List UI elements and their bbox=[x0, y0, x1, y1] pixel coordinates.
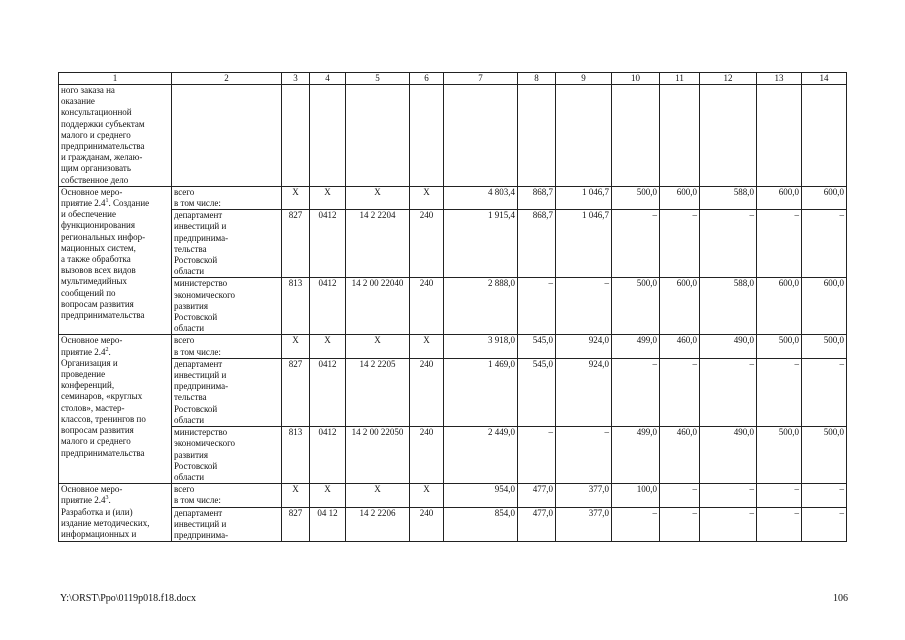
text-line: а также обработка bbox=[61, 254, 131, 265]
table-row bbox=[59, 507, 847, 542]
empty-cell bbox=[172, 85, 282, 187]
value-cell: Х bbox=[410, 484, 444, 507]
text-line: экономического bbox=[174, 438, 236, 449]
text-line: и обеспечение bbox=[61, 209, 116, 220]
value-cell: 1 046,7 bbox=[556, 186, 612, 209]
value-cell: 827 bbox=[282, 507, 310, 542]
value-cell: 500,0 bbox=[612, 186, 660, 209]
text-line: вызовов всех видов bbox=[61, 265, 136, 276]
empty-cell bbox=[757, 85, 802, 187]
value-cell: 240 bbox=[410, 427, 444, 484]
text-line: в том числе: bbox=[174, 495, 221, 506]
text-line: министерство bbox=[174, 427, 228, 438]
column-header: 3 bbox=[282, 73, 310, 85]
text-line: департамент bbox=[174, 210, 223, 221]
value-cell: – bbox=[757, 358, 802, 426]
text-line: классов, тренингов по bbox=[61, 413, 146, 424]
value-cell: – bbox=[757, 507, 802, 542]
value-cell: 954,0 bbox=[444, 484, 518, 507]
value-cell: – bbox=[802, 210, 847, 278]
activity-cell bbox=[59, 335, 172, 484]
value-cell: – bbox=[612, 210, 660, 278]
executor-name bbox=[174, 187, 279, 209]
text-line: экономического bbox=[174, 289, 236, 300]
value-cell: 0412 bbox=[310, 427, 346, 484]
text-line: министерство bbox=[174, 278, 228, 289]
table-row bbox=[59, 427, 847, 484]
executor-cell bbox=[172, 507, 282, 542]
executor-name bbox=[174, 210, 279, 277]
value-cell: Х bbox=[310, 484, 346, 507]
table-row bbox=[59, 335, 847, 358]
text-line: вопросам развития bbox=[61, 425, 134, 436]
value-cell: 827 bbox=[282, 210, 310, 278]
value-cell: 499,0 bbox=[612, 427, 660, 484]
text-line: и гражданам, желаю- bbox=[61, 152, 143, 163]
executor-cell bbox=[172, 427, 282, 484]
value-cell: Х bbox=[410, 186, 444, 209]
value-cell: 240 bbox=[410, 507, 444, 542]
value-cell: 588,0 bbox=[700, 186, 757, 209]
empty-cell bbox=[612, 85, 660, 187]
text-line: мационных систем, bbox=[61, 242, 136, 253]
value-cell: – bbox=[757, 210, 802, 278]
footer-page-number: 106 bbox=[833, 593, 848, 604]
value-cell: 827 bbox=[282, 358, 310, 426]
text-line: сообщений по bbox=[61, 287, 116, 298]
column-header: 2 bbox=[172, 73, 282, 85]
text-line: всего bbox=[174, 484, 195, 495]
text-line: Ростовской bbox=[174, 403, 218, 414]
text-line: предпринимательства bbox=[61, 141, 145, 152]
value-cell: 14 2 2205 bbox=[346, 358, 410, 426]
activity-description bbox=[61, 484, 169, 540]
empty-cell bbox=[802, 85, 847, 187]
superscript: 2 bbox=[105, 346, 109, 353]
text-line: департамент bbox=[174, 358, 223, 369]
empty-cell bbox=[410, 85, 444, 187]
value-cell: 240 bbox=[410, 210, 444, 278]
text-line: малого и среднего bbox=[61, 129, 131, 140]
value-cell: 600,0 bbox=[757, 278, 802, 335]
text-line: инвестиций и bbox=[174, 370, 227, 381]
text-line: проведение bbox=[61, 369, 106, 380]
executor-cell bbox=[172, 358, 282, 426]
empty-cell bbox=[556, 85, 612, 187]
executor-cell bbox=[172, 335, 282, 358]
value-cell: 14 2 2206 bbox=[346, 507, 410, 542]
value-cell: 500,0 bbox=[612, 278, 660, 335]
column-header: 7 bbox=[444, 73, 518, 85]
value-cell: 600,0 bbox=[660, 186, 700, 209]
table-row bbox=[59, 186, 847, 209]
text-line: приятие 2.4 bbox=[61, 495, 106, 506]
text-line: Разработка и (или) bbox=[61, 506, 133, 517]
value-cell: – bbox=[757, 484, 802, 507]
value-cell: 600,0 bbox=[802, 186, 847, 209]
column-header: 13 bbox=[757, 73, 802, 85]
value-cell: Х bbox=[410, 335, 444, 358]
value-cell: 868,7 bbox=[518, 210, 556, 278]
value-cell: Х bbox=[346, 484, 410, 507]
text-line: области bbox=[174, 323, 205, 334]
text-line: собственное дело bbox=[61, 174, 129, 185]
value-cell: 460,0 bbox=[660, 427, 700, 484]
activity-description bbox=[61, 187, 169, 321]
value-cell: 14 2 2204 bbox=[346, 210, 410, 278]
value-cell: 100,0 bbox=[612, 484, 660, 507]
empty-cell bbox=[444, 85, 518, 187]
text-line: региональных инфор- bbox=[61, 231, 146, 242]
value-cell: 1 469,0 bbox=[444, 358, 518, 426]
text-line: поддержки субъектам bbox=[61, 118, 145, 129]
value-cell: 600,0 bbox=[802, 278, 847, 335]
value-cell: 500,0 bbox=[757, 427, 802, 484]
text-line: информационных и bbox=[61, 528, 137, 539]
value-cell: 500,0 bbox=[802, 335, 847, 358]
text-line: всего bbox=[174, 335, 195, 346]
value-cell: 500,0 bbox=[757, 335, 802, 358]
value-cell: 868,7 bbox=[518, 186, 556, 209]
value-cell: – bbox=[700, 210, 757, 278]
value-cell: 600,0 bbox=[757, 186, 802, 209]
value-cell: 377,0 bbox=[556, 484, 612, 507]
text-line: вопросам развития bbox=[61, 298, 134, 309]
text-line: в том числе: bbox=[174, 346, 221, 357]
text-line: семинаров, «круглых bbox=[61, 391, 143, 402]
value-cell: – bbox=[556, 427, 612, 484]
value-cell: 460,0 bbox=[660, 335, 700, 358]
activity-description bbox=[61, 335, 169, 458]
executor-name bbox=[174, 335, 279, 357]
value-cell: 854,0 bbox=[444, 507, 518, 542]
value-cell: – bbox=[802, 507, 847, 542]
text-line: функционирования bbox=[61, 220, 135, 231]
empty-cell bbox=[346, 85, 410, 187]
table-row bbox=[59, 358, 847, 426]
superscript: 3 bbox=[105, 495, 109, 502]
text-line: Основное меро- bbox=[61, 484, 123, 495]
column-header: 6 bbox=[410, 73, 444, 85]
text-line: Ростовской bbox=[174, 255, 218, 266]
value-cell: 490,0 bbox=[700, 335, 757, 358]
text-line: Организация и bbox=[61, 357, 118, 368]
empty-cell bbox=[282, 85, 310, 187]
value-cell: – bbox=[518, 427, 556, 484]
value-cell: 240 bbox=[410, 358, 444, 426]
text-line: Основное меро- bbox=[61, 335, 123, 346]
value-cell: – bbox=[700, 358, 757, 426]
text-line: столов», мастер- bbox=[61, 402, 125, 413]
value-cell: 14 2 00 22050 bbox=[346, 427, 410, 484]
text-line: Ростовской bbox=[174, 460, 218, 471]
column-header: 10 bbox=[612, 73, 660, 85]
text-line: Основное меро- bbox=[61, 186, 123, 197]
text-line: всего bbox=[174, 186, 195, 197]
value-cell: – bbox=[518, 278, 556, 335]
table-row bbox=[59, 210, 847, 278]
value-cell: 0412 bbox=[310, 278, 346, 335]
value-cell: 924,0 bbox=[556, 335, 612, 358]
text-fragment: . bbox=[108, 495, 111, 506]
value-cell: 0412 bbox=[310, 358, 346, 426]
value-cell: 477,0 bbox=[518, 507, 556, 542]
executor-cell bbox=[172, 210, 282, 278]
value-cell: 14 2 00 22040 bbox=[346, 278, 410, 335]
value-cell: 588,0 bbox=[700, 278, 757, 335]
text-line: приятие 2.4 bbox=[61, 346, 106, 357]
value-cell: 545,0 bbox=[518, 358, 556, 426]
table-header-row bbox=[59, 73, 847, 85]
value-cell: 1 915,4 bbox=[444, 210, 518, 278]
value-cell: 813 bbox=[282, 427, 310, 484]
value-cell: 04 12 bbox=[310, 507, 346, 542]
executor-name bbox=[174, 508, 279, 542]
column-header: 8 bbox=[518, 73, 556, 85]
value-cell: 3 918,0 bbox=[444, 335, 518, 358]
value-cell: – bbox=[612, 358, 660, 426]
text-line: малого и среднего bbox=[61, 436, 131, 447]
superscript: 1 bbox=[105, 198, 109, 205]
value-cell: 2 888,0 bbox=[444, 278, 518, 335]
text-fragment: . Создание bbox=[108, 198, 150, 209]
text-line: щим организовать bbox=[61, 163, 131, 174]
value-cell: – bbox=[660, 358, 700, 426]
text-line: ного заказа на bbox=[61, 85, 115, 95]
value-cell: 0412 bbox=[310, 210, 346, 278]
empty-cell bbox=[518, 85, 556, 187]
text-line: оказание bbox=[61, 96, 95, 107]
column-header: 14 bbox=[802, 73, 847, 85]
table-row bbox=[59, 484, 847, 507]
value-cell: 1 046,7 bbox=[556, 210, 612, 278]
value-cell: 545,0 bbox=[518, 335, 556, 358]
text-line: департамент bbox=[174, 507, 223, 518]
empty-cell bbox=[700, 85, 757, 187]
text-line: тельства bbox=[174, 243, 207, 254]
value-cell: 499,0 bbox=[612, 335, 660, 358]
value-cell: 377,0 bbox=[556, 507, 612, 542]
text-fragment: . bbox=[108, 346, 111, 357]
text-line: области bbox=[174, 414, 205, 425]
value-cell: 477,0 bbox=[518, 484, 556, 507]
text-line: издание методических, bbox=[61, 517, 150, 528]
text-line: Ростовской bbox=[174, 312, 218, 323]
value-cell: – bbox=[612, 507, 660, 542]
value-cell: – bbox=[700, 507, 757, 542]
text-line: развития bbox=[174, 449, 209, 460]
footer-file-path: Y:\ORST\Ppo\0119p018.f18.docx bbox=[60, 593, 196, 604]
column-header: 12 bbox=[700, 73, 757, 85]
value-cell: – bbox=[700, 484, 757, 507]
value-cell: 924,0 bbox=[556, 358, 612, 426]
value-cell: Х bbox=[310, 335, 346, 358]
value-cell: Х bbox=[346, 335, 410, 358]
table-row bbox=[59, 85, 847, 187]
value-cell: 813 bbox=[282, 278, 310, 335]
text-line: развития bbox=[174, 300, 209, 311]
text-line: в том числе: bbox=[174, 198, 221, 209]
column-header: 1 bbox=[59, 73, 172, 85]
value-cell: 500,0 bbox=[802, 427, 847, 484]
activity-description bbox=[61, 85, 169, 186]
column-header: 9 bbox=[556, 73, 612, 85]
value-cell: – bbox=[556, 278, 612, 335]
value-cell: Х bbox=[282, 186, 310, 209]
text-line: предпринима- bbox=[174, 381, 229, 392]
value-cell: 4 803,4 bbox=[444, 186, 518, 209]
executor-cell bbox=[172, 278, 282, 335]
text-line: предпринима- bbox=[174, 529, 229, 540]
text-line: инвестиций и bbox=[174, 221, 227, 232]
budget-table bbox=[58, 72, 847, 542]
activity-cell bbox=[59, 484, 172, 542]
value-cell: Х bbox=[310, 186, 346, 209]
value-cell: 240 bbox=[410, 278, 444, 335]
column-header: 5 bbox=[346, 73, 410, 85]
text-line: предпринима- bbox=[174, 232, 229, 243]
text-line: области bbox=[174, 471, 205, 482]
executor-name bbox=[174, 484, 279, 506]
executor-name bbox=[174, 278, 279, 334]
value-cell: – bbox=[802, 484, 847, 507]
text-line: приятие 2.4 bbox=[61, 198, 106, 209]
text-line: предпринимательства bbox=[61, 310, 145, 321]
text-line: области bbox=[174, 266, 205, 277]
value-cell: Х bbox=[282, 484, 310, 507]
text-line: инвестиций и bbox=[174, 518, 227, 529]
value-cell: – bbox=[660, 484, 700, 507]
value-cell: 2 449,0 bbox=[444, 427, 518, 484]
text-line: предпринимательства bbox=[61, 447, 145, 458]
empty-cell bbox=[310, 85, 346, 187]
value-cell: – bbox=[802, 358, 847, 426]
text-line: консультационной bbox=[61, 107, 132, 118]
value-cell: – bbox=[660, 210, 700, 278]
value-cell: Х bbox=[346, 186, 410, 209]
value-cell: Х bbox=[282, 335, 310, 358]
activity-cell bbox=[59, 186, 172, 335]
column-header: 11 bbox=[660, 73, 700, 85]
executor-cell bbox=[172, 186, 282, 209]
text-line: конференций, bbox=[61, 380, 115, 391]
table-row bbox=[59, 278, 847, 335]
empty-cell bbox=[660, 85, 700, 187]
value-cell: 600,0 bbox=[660, 278, 700, 335]
executor-cell bbox=[172, 484, 282, 507]
activity-cell bbox=[59, 85, 172, 187]
text-line: тельства bbox=[174, 392, 207, 403]
column-header: 4 bbox=[310, 73, 346, 85]
value-cell: 490,0 bbox=[700, 427, 757, 484]
executor-name bbox=[174, 359, 279, 426]
text-line: мультимедийных bbox=[61, 276, 127, 287]
value-cell: – bbox=[660, 507, 700, 542]
executor-name bbox=[174, 427, 279, 483]
